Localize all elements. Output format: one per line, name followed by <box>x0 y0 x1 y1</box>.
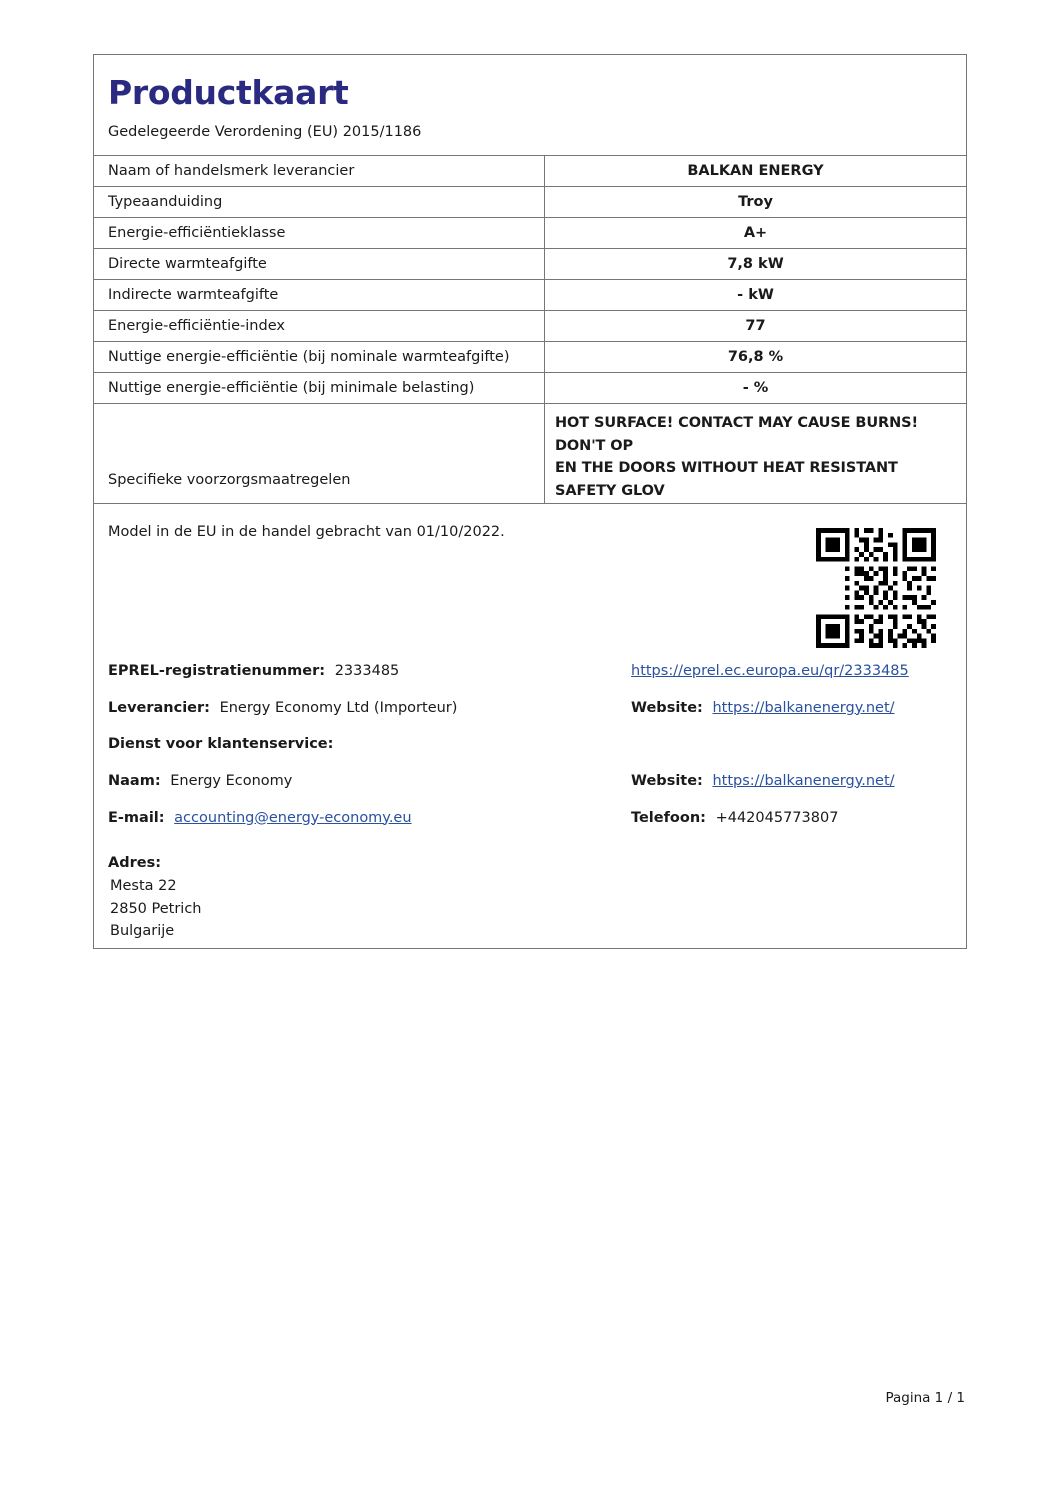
supplier-label: Leverancier: <box>108 699 210 716</box>
spec-value: 76,8 % <box>545 342 967 373</box>
spec-value: A+ <box>545 218 967 249</box>
table-row <box>94 311 966 342</box>
spec-value: BALKAN ENERGY <box>545 156 967 187</box>
spec-value: Troy <box>545 187 967 218</box>
table-row <box>94 280 966 311</box>
market-placement-text: Model in de EU in de handel gebracht van 01/10/2022. <box>108 524 505 540</box>
supplier-website-label: Website: <box>631 699 703 716</box>
spec-value: - % <box>545 373 967 404</box>
table-row <box>94 187 966 218</box>
spec-value: 7,8 kW <box>545 249 967 280</box>
spec-label: Naam of handelsmerk leverancier <box>94 156 545 187</box>
email-label: E-mail: <box>108 809 165 826</box>
address-line-2: 2850 Petrich <box>110 900 202 917</box>
precautions-label: Specifieke voorzorgsmaatregelen <box>94 404 545 555</box>
spec-label: Indirecte warmteafgifte <box>94 280 545 311</box>
contact-details <box>108 662 952 845</box>
address-line-1: Mesta 22 <box>110 878 177 895</box>
customer-service-heading: Dienst voor klantenservice: <box>108 736 334 753</box>
spec-value: 77 <box>545 311 967 342</box>
eprel-qr-link[interactable]: https://eprel.ec.europa.eu/qr/2333485 <box>631 663 909 679</box>
eprel-right <box>631 662 952 680</box>
email-link[interactable]: accounting@energy-economy.eu <box>174 809 412 826</box>
service-name-label: Naam: <box>108 772 161 789</box>
supplier-value: Energy Economy Ltd (Importeur) <box>219 699 458 716</box>
eprel-value: 2333485 <box>334 663 400 679</box>
service-name-row <box>108 772 952 790</box>
spec-label: Directe warmteafgifte <box>94 249 545 280</box>
address-block <box>108 852 202 943</box>
regulation-subtitle: Gedelegeerde Verordening (EU) 2015/1186 <box>108 123 422 140</box>
supplier-row <box>108 699 952 717</box>
product-card <box>93 54 967 556</box>
eprel-label: EPREL-registratienummer: <box>108 663 326 679</box>
phone-right <box>631 809 952 827</box>
specification-table <box>94 155 966 555</box>
spec-label: Nuttige energie-efficiëntie (bij minimale belasting) <box>94 373 545 404</box>
page-title: Productkaart <box>108 73 349 112</box>
service-website-label: Website: <box>631 772 703 789</box>
address-label: Adres: <box>108 855 162 871</box>
table-row <box>94 373 966 404</box>
service-website-right <box>631 772 952 790</box>
spec-table-body <box>94 156 966 555</box>
supplier-right <box>631 699 952 717</box>
phone-label: Telefoon: <box>631 809 706 826</box>
address-line-3: Bulgarije <box>110 923 175 940</box>
service-website-link[interactable]: https://balkanenergy.net/ <box>712 772 895 789</box>
service-name-left <box>108 772 631 790</box>
supplier-info-box <box>93 503 967 949</box>
supplier-website-link[interactable]: https://balkanenergy.net/ <box>712 699 895 716</box>
spec-label: Energie-efficiëntieklasse <box>94 218 545 249</box>
table-row <box>94 249 966 280</box>
page-number: Pagina 1 / 1 <box>885 1390 965 1406</box>
phone-value: +442045773807 <box>715 809 839 826</box>
service-heading-left <box>108 735 631 753</box>
email-left <box>108 809 631 827</box>
contact-row <box>108 809 952 827</box>
spec-label: Energie-efficiëntie-index <box>94 311 545 342</box>
service-heading-row <box>108 735 952 753</box>
supplier-left <box>108 699 631 717</box>
precautions-line-2: EN THE DOORS WITHOUT HEAT RESISTANT SAFETY GLOV <box>555 460 898 499</box>
spec-label: Typeaanduiding <box>94 187 545 218</box>
eprel-left <box>108 662 631 680</box>
table-row <box>94 156 966 187</box>
spec-label: Nuttige energie-efficiëntie (bij nominale warmteafgifte) <box>94 342 545 373</box>
table-row <box>94 342 966 373</box>
precautions-line-1: HOT SURFACE! CONTACT MAY CAUSE BURNS! DON'T OP <box>555 415 919 454</box>
table-row <box>94 218 966 249</box>
service-name-value: Energy Economy <box>170 772 293 789</box>
eprel-row <box>108 662 952 680</box>
qr-code <box>816 528 936 648</box>
spec-value: - kW <box>545 280 967 311</box>
